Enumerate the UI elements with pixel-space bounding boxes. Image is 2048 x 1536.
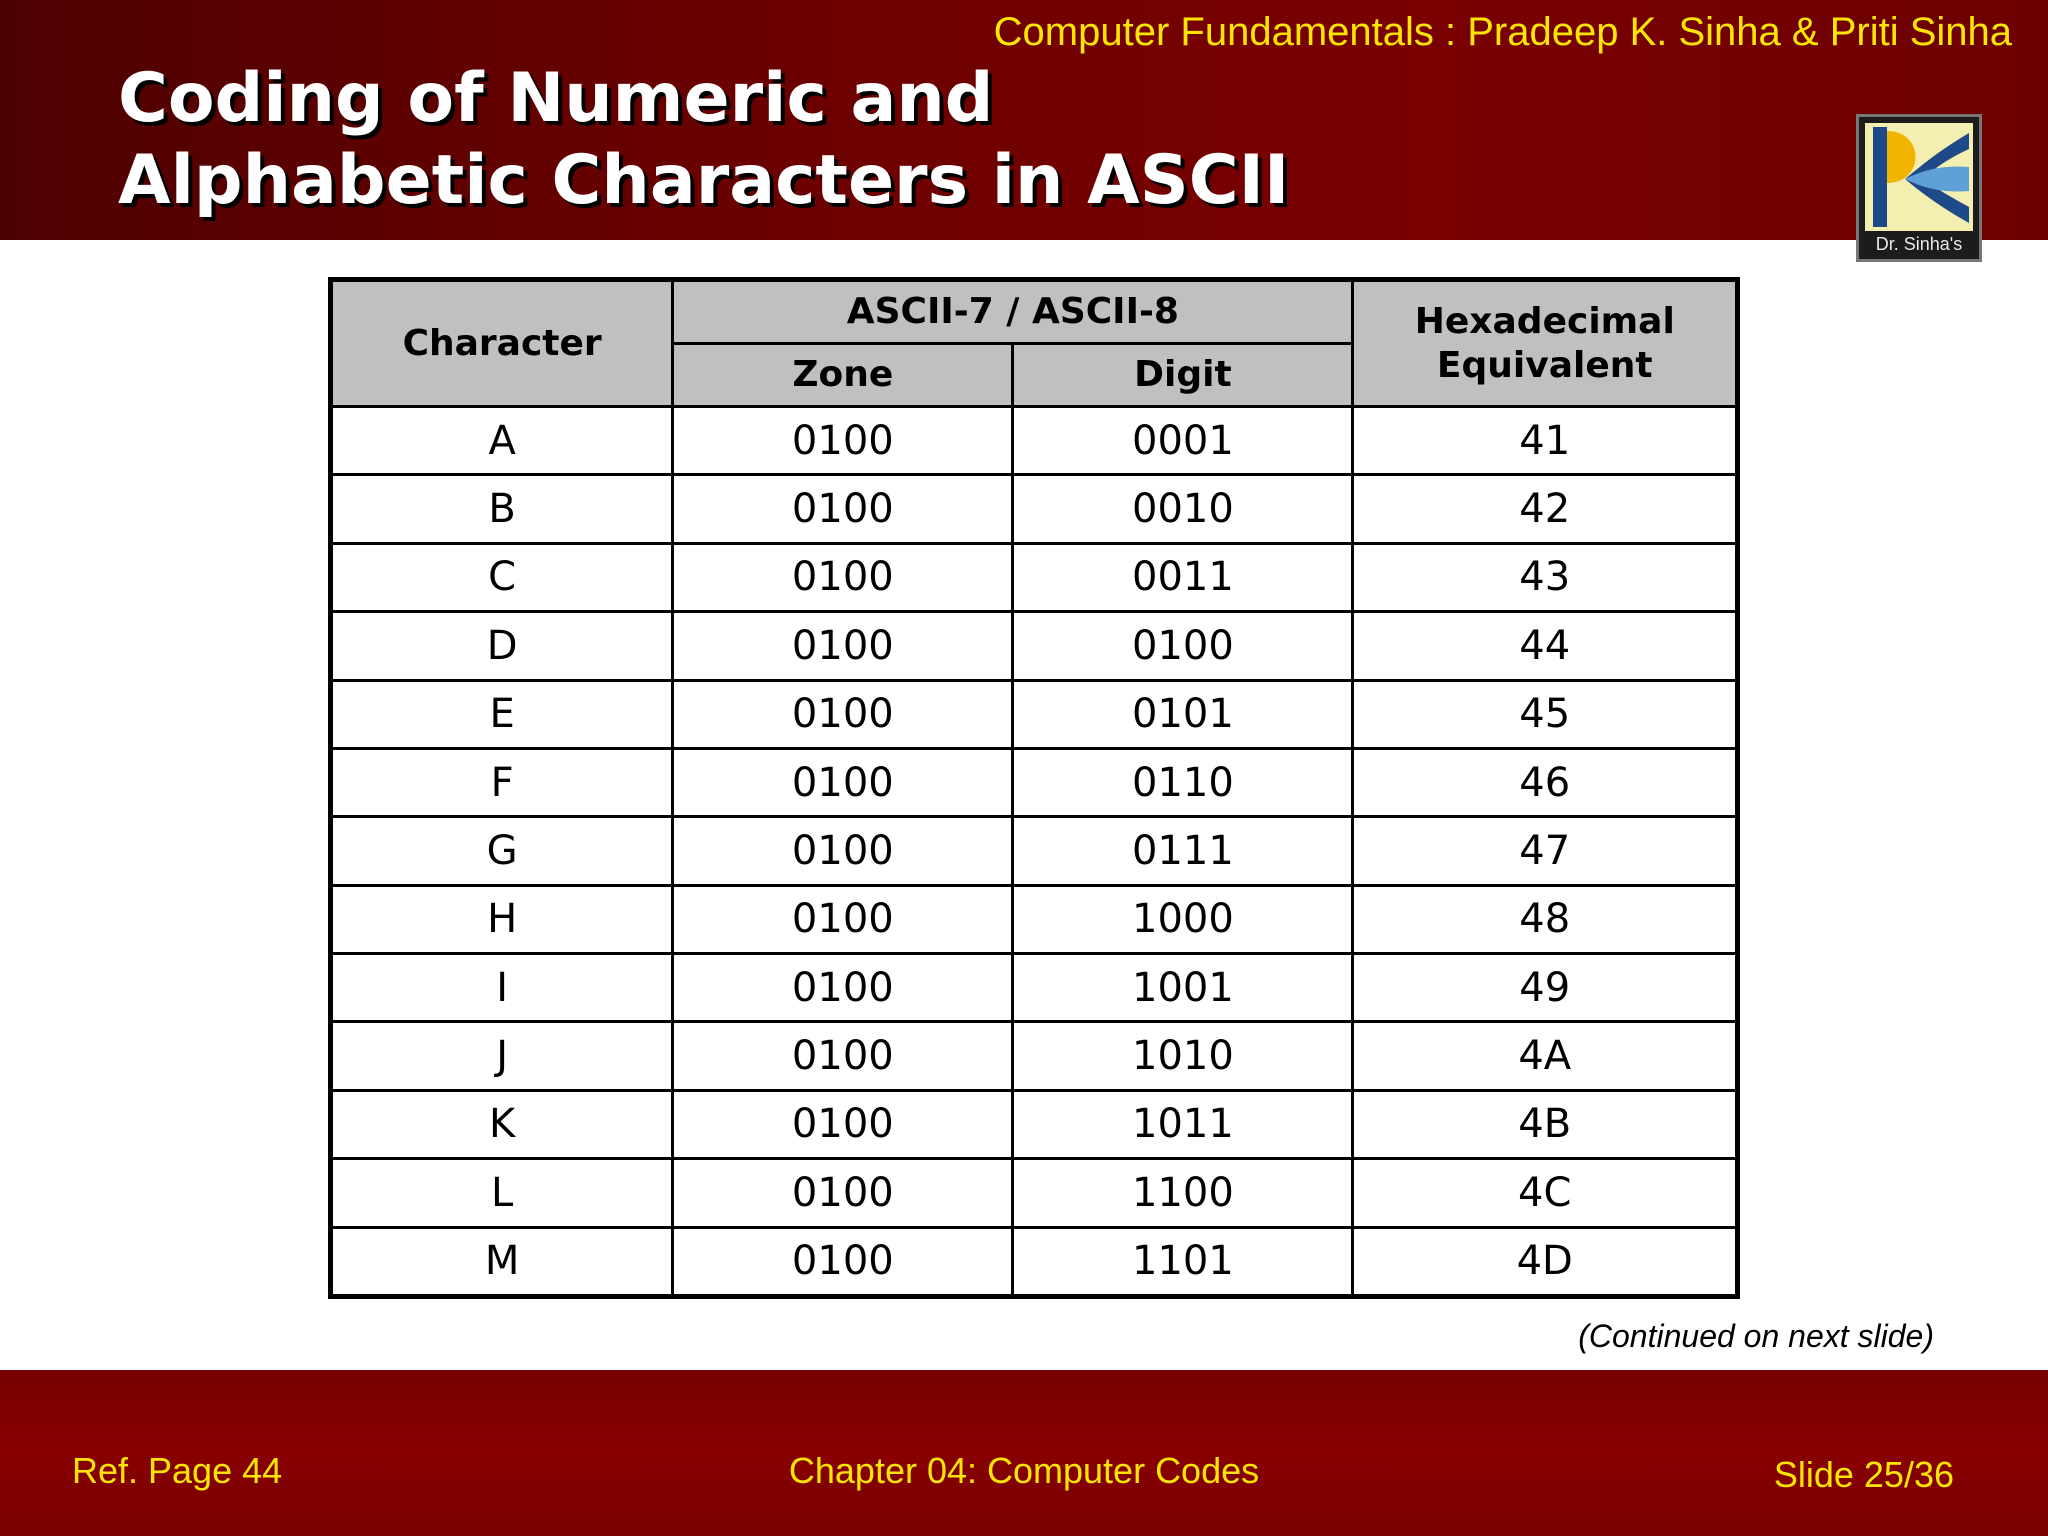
cell-digit: 0011	[1013, 543, 1353, 611]
cell-zone: 0100	[673, 543, 1013, 611]
slide-number: Slide 25/36	[1773, 1454, 1954, 1495]
cell-character: B	[331, 475, 673, 543]
cell-zone: 0100	[673, 817, 1013, 885]
table-row	[331, 1159, 1738, 1227]
cell-character: D	[331, 612, 673, 680]
header-character: Character	[331, 280, 673, 407]
ascii-code-table	[328, 277, 1740, 1299]
cell-hex: 47	[1353, 817, 1738, 885]
cell-character: F	[331, 748, 673, 816]
slide-title	[118, 58, 1289, 222]
table-row	[331, 817, 1738, 885]
cell-zone: 0100	[673, 954, 1013, 1022]
table-row	[331, 612, 1738, 680]
table-row	[331, 475, 1738, 543]
cell-digit: 0111	[1013, 817, 1353, 885]
cell-digit: 1101	[1013, 1227, 1353, 1297]
cell-zone: 0100	[673, 748, 1013, 816]
book-title: Computer Fundamentals : Pradeep K. Sinha & Priti Sinha	[993, 10, 2012, 54]
cell-digit: 0010	[1013, 475, 1353, 543]
continued-note: (Continued on next slide)	[1578, 1318, 1934, 1354]
cell-digit: 1010	[1013, 1022, 1353, 1090]
cell-hex: 4B	[1353, 1090, 1738, 1158]
table-row	[331, 543, 1738, 611]
dr-sinha-logo	[1856, 114, 1982, 262]
cell-zone: 0100	[673, 680, 1013, 748]
logo-text: Dr. Sinha's	[1875, 234, 1963, 254]
table-row	[331, 885, 1738, 953]
cell-hex: 42	[1353, 475, 1738, 543]
cell-hex: 44	[1353, 612, 1738, 680]
cell-digit: 0001	[1013, 407, 1353, 475]
slide-title-line-2: Alphabetic Characters in ASCII	[118, 141, 1290, 220]
table-row	[331, 407, 1738, 475]
cell-hex: 48	[1353, 885, 1738, 953]
cell-character: C	[331, 543, 673, 611]
table-header-row	[331, 280, 1738, 344]
cell-hex: 45	[1353, 680, 1738, 748]
slide-title-line-1: Coding of Numeric and	[118, 59, 994, 138]
table-row	[331, 1022, 1738, 1090]
logo-emblem-icon	[1865, 123, 1973, 231]
cell-hex: 41	[1353, 407, 1738, 475]
cell-zone: 0100	[673, 1022, 1013, 1090]
header-band	[0, 0, 2048, 240]
cell-character: M	[331, 1227, 673, 1297]
cell-digit: 0110	[1013, 748, 1353, 816]
header-ascii-group: ASCII-7 / ASCII-8	[673, 280, 1353, 344]
footer-band	[0, 1370, 2048, 1536]
table-row	[331, 680, 1738, 748]
cell-character: A	[331, 407, 673, 475]
header-digit: Digit	[1013, 344, 1353, 407]
table-row	[331, 954, 1738, 1022]
table-row	[331, 748, 1738, 816]
header-hexadecimal: Hexadecimal Equivalent	[1353, 280, 1738, 407]
cell-character: L	[331, 1159, 673, 1227]
cell-zone: 0100	[673, 1227, 1013, 1297]
cell-character: E	[331, 680, 673, 748]
cell-zone: 0100	[673, 407, 1013, 475]
table-row	[331, 1227, 1738, 1297]
cell-zone: 0100	[673, 1090, 1013, 1158]
cell-hex: 4A	[1353, 1022, 1738, 1090]
ref-page: Ref. Page 44	[72, 1450, 283, 1491]
cell-zone: 0100	[673, 885, 1013, 953]
cell-zone: 0100	[673, 1159, 1013, 1227]
cell-character: K	[331, 1090, 673, 1158]
header-zone: Zone	[673, 344, 1013, 407]
cell-hex: 4C	[1353, 1159, 1738, 1227]
cell-zone: 0100	[673, 475, 1013, 543]
cell-zone: 0100	[673, 612, 1013, 680]
cell-hex: 4D	[1353, 1227, 1738, 1297]
cell-hex: 46	[1353, 748, 1738, 816]
cell-digit: 1001	[1013, 954, 1353, 1022]
chapter-label: Chapter 04: Computer Codes	[788, 1450, 1260, 1491]
cell-hex: 49	[1353, 954, 1738, 1022]
cell-digit: 1100	[1013, 1159, 1353, 1227]
cell-digit: 1011	[1013, 1090, 1353, 1158]
cell-digit: 1000	[1013, 885, 1353, 953]
cell-digit: 0100	[1013, 612, 1353, 680]
cell-hex: 43	[1353, 543, 1738, 611]
cell-digit: 0101	[1013, 680, 1353, 748]
cell-character: G	[331, 817, 673, 885]
table-row	[331, 1090, 1738, 1158]
cell-character: H	[331, 885, 673, 953]
cell-character: I	[331, 954, 673, 1022]
cell-character: J	[331, 1022, 673, 1090]
